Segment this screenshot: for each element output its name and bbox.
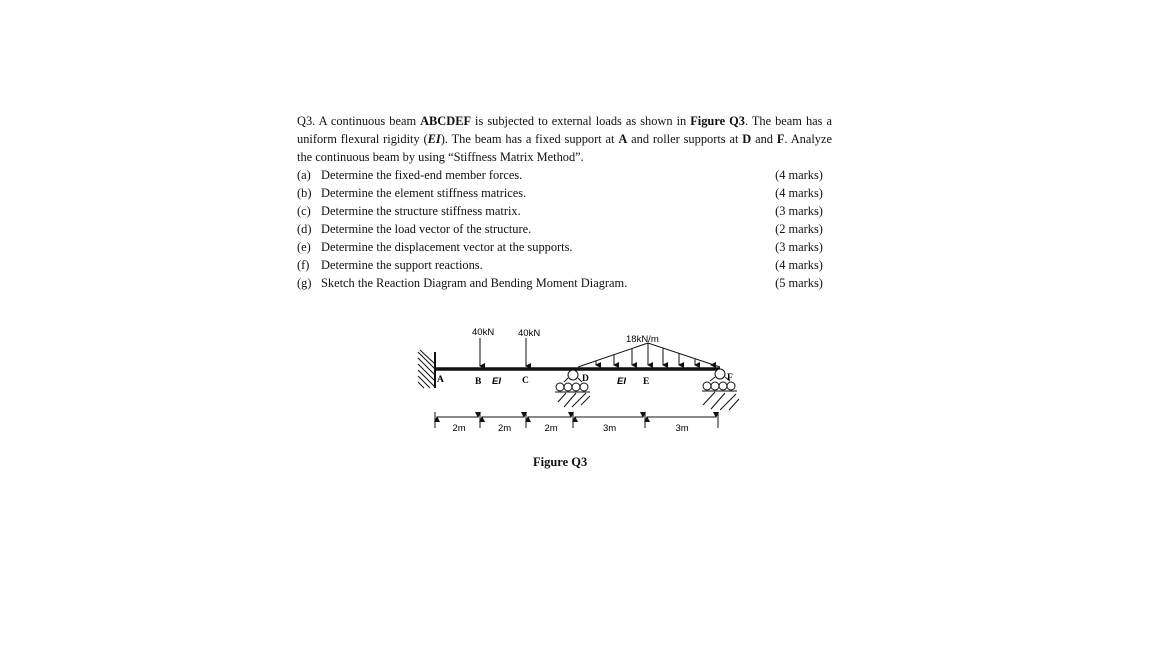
load-b-label: 40kN	[472, 327, 495, 338]
dist-load-label: 18kN/m	[626, 334, 659, 345]
part-label: (d)	[297, 222, 312, 236]
part-text: Determine the displacement vector at the supports.	[321, 240, 573, 254]
part-label: (b)	[297, 186, 312, 200]
part-label: (a)	[297, 168, 311, 182]
span-length-label: 3m	[603, 423, 617, 434]
part-marks: (3 marks)	[775, 204, 823, 218]
part-marks: (4 marks)	[775, 186, 823, 200]
span-length-label: 3m	[675, 423, 689, 434]
part-text: Determine the structure stiffness matrix.	[321, 204, 521, 218]
label-a: A	[437, 375, 444, 385]
ei-label-2: EI	[617, 376, 626, 387]
label-d: D	[582, 374, 589, 384]
question-intro: Q3. A continuous beam ABCDEF is subjected to external loads as shown in Figure Q3. The beam has a uniform flexural rigidity (EI). The beam has a fixed support at A and roller supports at D and F. Analyze the continuous beam by using “Stiffness Matrix Method”.	[297, 114, 832, 164]
part-marks: (5 marks)	[775, 276, 823, 290]
label-b: B	[475, 377, 482, 387]
part-text: Determine the element stiffness matrices.	[321, 186, 527, 200]
part-label: (c)	[297, 204, 311, 218]
part-text: Determine the fixed-end member forces.	[321, 168, 523, 182]
span-length-label: 2m	[452, 423, 466, 434]
ei-label-1: EI	[492, 376, 501, 387]
part-marks: (2 marks)	[775, 222, 823, 236]
part-marks: (3 marks)	[775, 240, 823, 254]
label-f: F	[727, 373, 733, 383]
part-marks: (4 marks)	[775, 258, 823, 272]
figure-caption: Figure Q3	[533, 455, 588, 469]
part-label: (f)	[297, 258, 310, 272]
label-c: C	[522, 376, 529, 386]
span-length-label: 2m	[498, 423, 512, 434]
load-c-label: 40kN	[518, 328, 541, 339]
part-label: (g)	[297, 276, 312, 290]
part-marks: (4 marks)	[775, 168, 823, 182]
part-text: Determine the support reactions.	[321, 258, 483, 272]
label-e: E	[643, 377, 650, 387]
part-text: Sketch the Reaction Diagram and Bending Moment Diagram.	[321, 276, 628, 290]
roller-support-f	[702, 369, 739, 410]
part-label: (e)	[297, 240, 311, 254]
fixed-support-a	[418, 350, 435, 388]
distributed-load	[578, 343, 720, 367]
span-length-label: 2m	[544, 423, 558, 434]
part-text: Determine the load vector of the structure.	[321, 222, 532, 236]
